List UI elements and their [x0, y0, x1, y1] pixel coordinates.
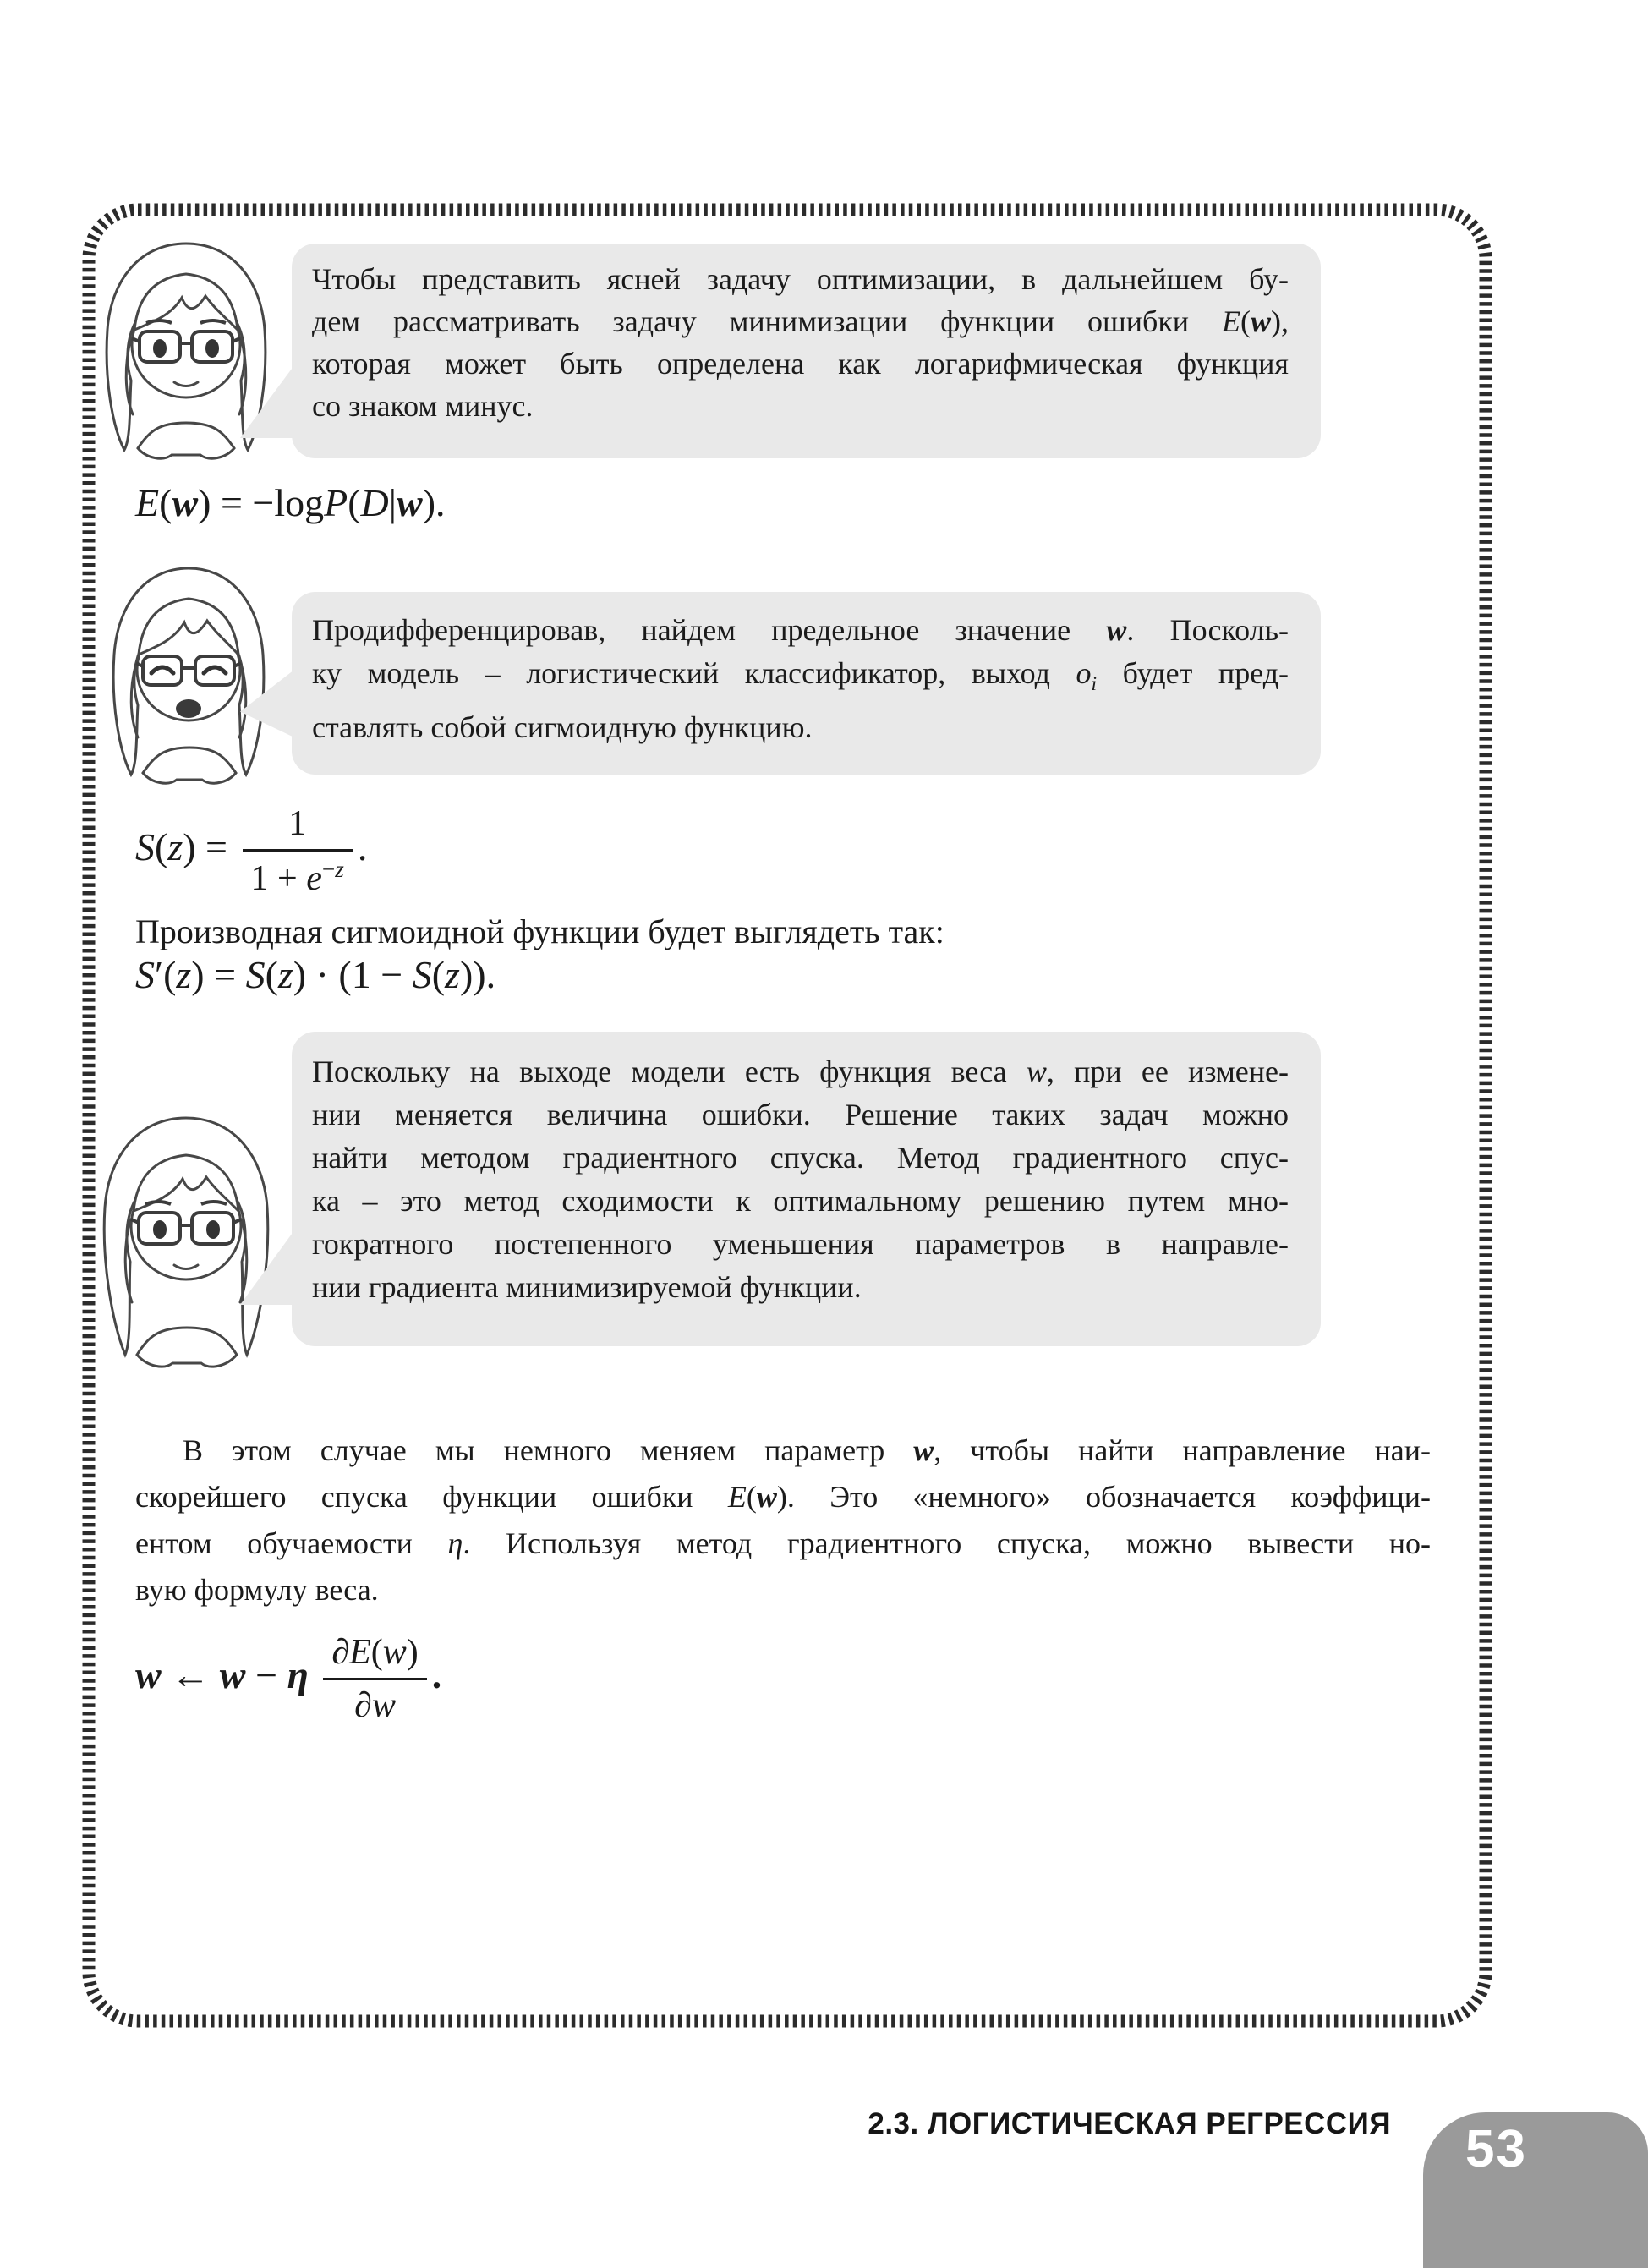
paragraph-line: ентом обучаемости η. Используя метод градиентного спуска, можно вывести но-: [135, 1526, 1431, 1560]
eye-left: [153, 1220, 167, 1239]
formula-weight-update: [135, 1630, 441, 1728]
formula-error-function: E(w) = −logP(D|w).: [135, 481, 446, 524]
speech-bubble-1: [292, 244, 1321, 458]
page-number-tab: [1423, 2112, 1648, 2268]
paragraph-line: вую формулу веса.: [135, 1573, 379, 1607]
bubble-2-line: ку модель – логистический классификатор, выход $o_i$ будет пред-: [312, 656, 1289, 696]
character-avatar-3: [85, 1109, 287, 1373]
formula-sigmoid: [135, 802, 367, 901]
fraction-numerator: 1: [243, 802, 353, 851]
bubble-1-line: Чтобы представить ясней задачу оптимизации, в дальнейшем бу-: [312, 262, 1289, 296]
section-footer-label: 2.3. ЛОГИСТИЧЕСКАЯ РЕГРЕССИЯ: [868, 2107, 1391, 2140]
bubble-3-line: найти методом градиентного спуска. Метод градиентного спус-: [312, 1141, 1289, 1175]
eye-left: [153, 339, 167, 358]
shoulders: [138, 423, 234, 458]
formula-sigmoid-derivative: S′(z) = S(z) · (1 − S(z)).: [135, 953, 496, 996]
speech-bubble-2: [292, 592, 1321, 775]
open-laughing-mouth: [176, 699, 201, 718]
fraction-denominator: $1 + e^{-z}$: [250, 857, 344, 898]
derivative-intro-text: Производная сигмоидной функции будет выглядеть так:: [135, 912, 944, 950]
bubble-2-line: Продифференцировав, найдем предельное значение w. Посколь-: [312, 613, 1289, 647]
update-fraction: [323, 1630, 426, 1728]
body-paragraph: [135, 1427, 1431, 1613]
update-lhs: w ← w − η: [135, 1653, 309, 1697]
sigmoid-fraction: [243, 802, 353, 901]
fraction-denominator: ∂w: [354, 1686, 396, 1725]
bubble-3-line: ка – это метод сходимости к оптимальному решению путем мно-: [312, 1184, 1289, 1218]
fraction-numerator: ∂E(w): [323, 1630, 426, 1679]
sigmoid-lhs: S(z) =: [135, 825, 227, 869]
bubble-3-line: Поскольку на выходе модели есть функция веса w, при ее измене-: [312, 1055, 1289, 1088]
bubble-3-line: нии меняется величина ошибки. Решение таких задач можно: [312, 1098, 1289, 1131]
bubble-3-line: гократного постепенного уменьшения параметров в направле-: [312, 1227, 1289, 1261]
paragraph-line: В этом случае мы немного меняем параметр w, чтобы найти направление наи-: [183, 1433, 1431, 1467]
page-number: 53: [1465, 2120, 1527, 2178]
formula-period: .: [357, 825, 368, 869]
eye-right: [206, 1220, 220, 1239]
bubble-1-line: дем рассматривать задачу минимизации функции ошибки E(w),: [312, 304, 1289, 338]
bubble-3-line: нии градиента минимизируемой функции.: [312, 1270, 862, 1304]
speech-bubble-3: [292, 1032, 1321, 1346]
formula-period: .: [431, 1653, 442, 1697]
eye-right: [205, 339, 219, 358]
bubble-1-line: которая может быть определена как логарифмическая функция: [312, 347, 1289, 381]
shoulders: [137, 1328, 237, 1367]
paragraph-line: скорейшего спуска функции ошибки E(w). Это «немного» обозначается коэффици-: [135, 1480, 1431, 1514]
bubble-2-line: ставлять собой сигмоидную функцию.: [312, 710, 813, 745]
shoulders: [143, 748, 236, 783]
bubble-1-line: со знаком минус.: [312, 389, 534, 423]
character-avatar-2: [96, 563, 282, 788]
